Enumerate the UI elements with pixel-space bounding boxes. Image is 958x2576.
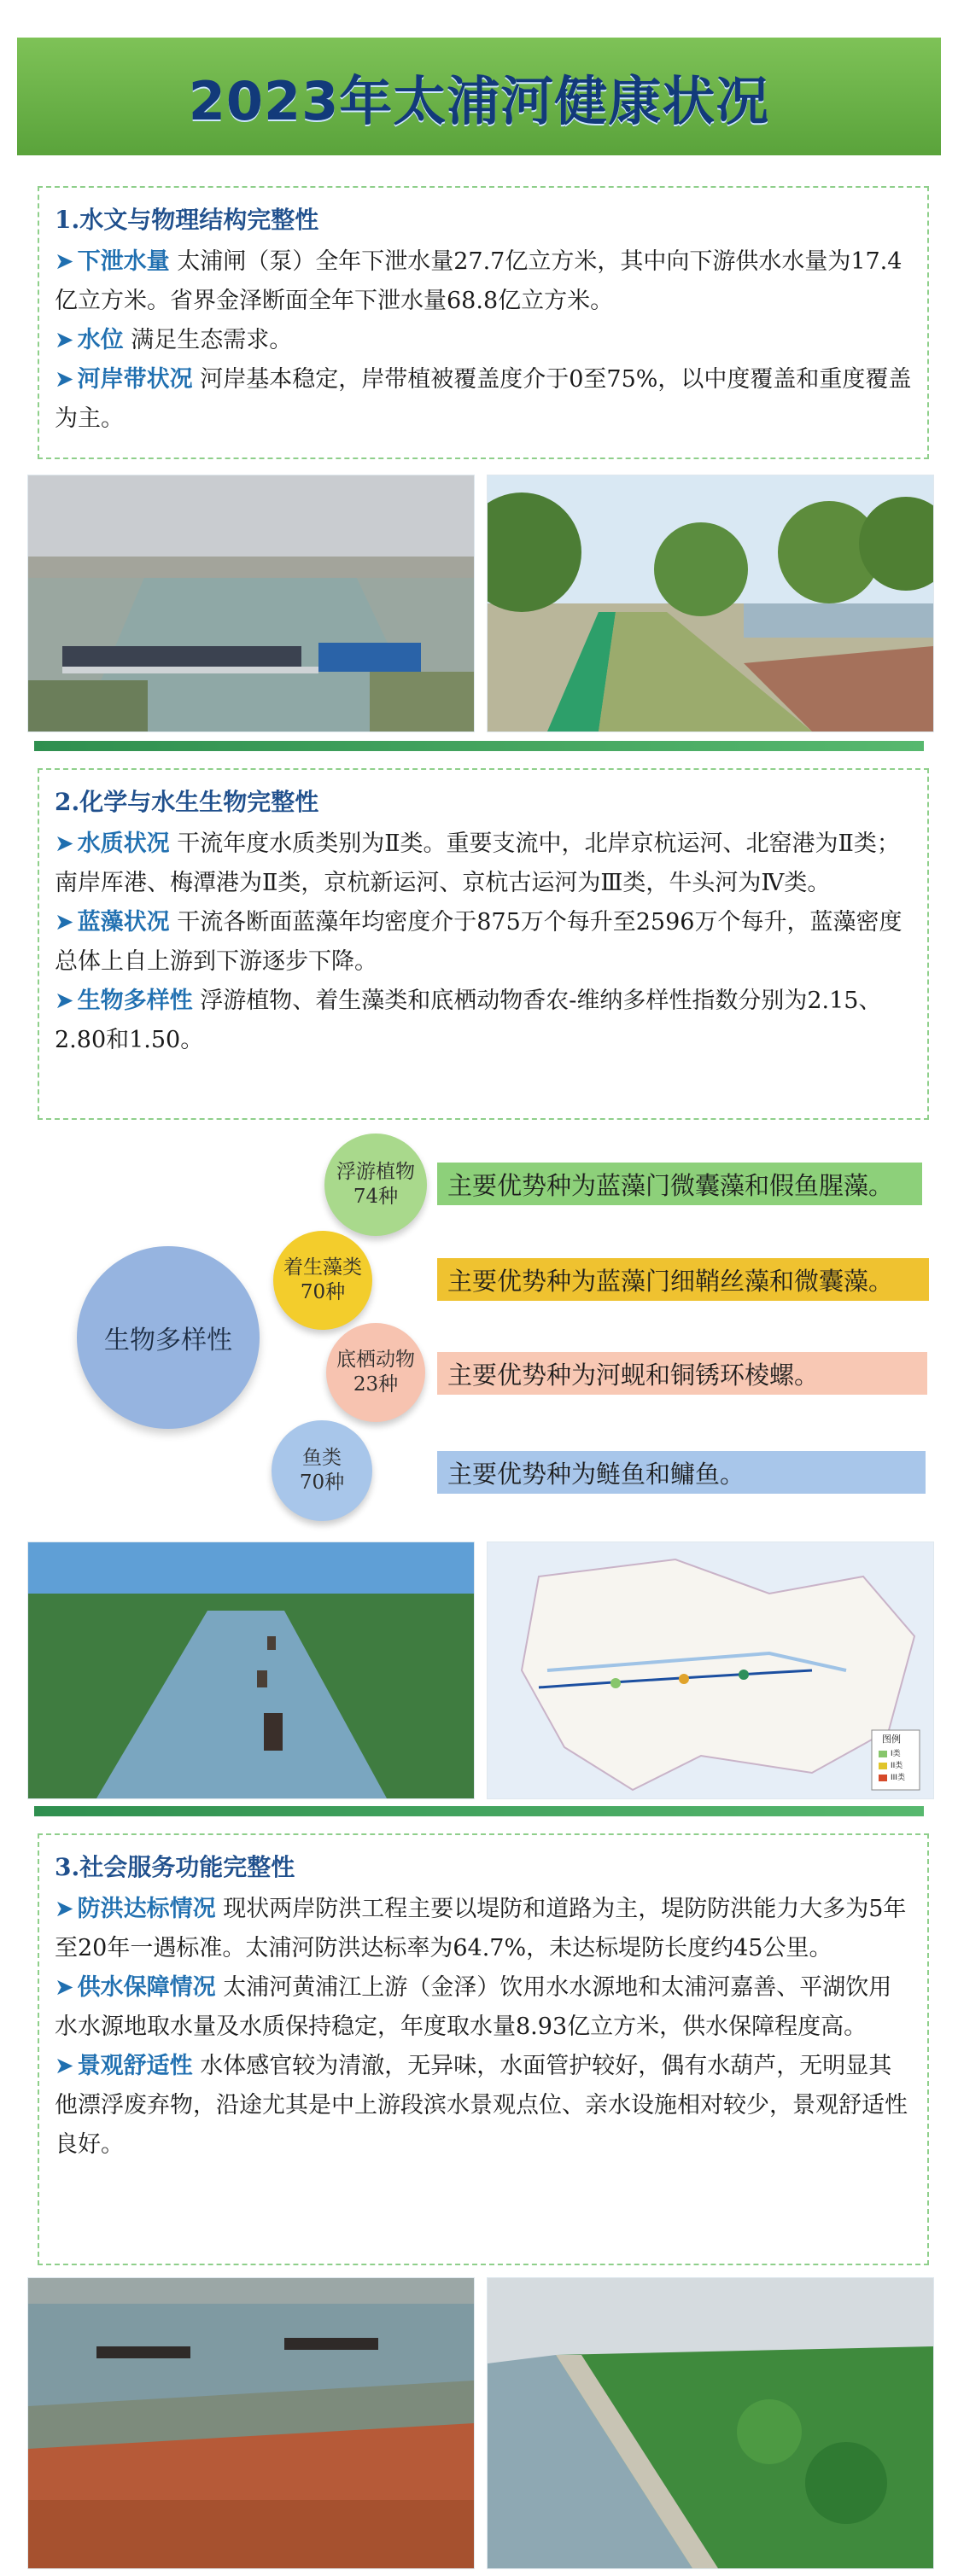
list-item xyxy=(55,903,912,982)
item-text: 太浦闸（泵）全年下泄水量27.7亿立方米，其中向下游供水水量为17.4亿立方米。省界金泽断面全年下泄水量68.8亿立方米。 xyxy=(55,248,903,314)
item-keyword: 下泄水量 xyxy=(77,248,170,275)
item-keyword: 生物多样性 xyxy=(77,988,193,1014)
list-item xyxy=(55,360,912,439)
photo-sluice-gate xyxy=(27,475,475,732)
arrow-icon: ➤ xyxy=(55,2053,74,2079)
section-divider xyxy=(34,741,924,751)
list-item xyxy=(55,1890,912,1968)
group-bar-benthos: 主要优势种为河蚬和铜锈环棱螺。 xyxy=(437,1352,927,1395)
photo-canal-aerial xyxy=(27,1542,475,1799)
group-name: 鱼类 xyxy=(302,1447,342,1469)
section-social-service xyxy=(38,1833,929,2265)
list-item xyxy=(55,242,912,321)
arrow-icon: ➤ xyxy=(55,830,74,857)
section-hydrology xyxy=(38,186,929,459)
group-count: 70种 xyxy=(299,1472,345,1494)
photo-river-greenbelt xyxy=(487,2277,934,2569)
item-keyword: 防洪达标情况 xyxy=(77,1896,216,1922)
item-text: 干流年度水质类别为Ⅱ类。重要支流中，北岸京杭运河、北窑港为Ⅱ类；南岸厍港、梅潭港为Ⅱ类，京杭新运河、京杭古运河为Ⅲ类，牛头河为Ⅳ类。 xyxy=(55,830,900,896)
arrow-icon: ➤ xyxy=(55,909,74,935)
list-item xyxy=(55,1968,912,2047)
section-title: 2.化学与水生生物完整性 xyxy=(55,788,319,816)
photo-riverside-path xyxy=(487,475,934,732)
item-text: 现状两岸防洪工程主要以堤防和道路为主，堤防防洪能力大多为5年至20年一遇标准。太浦河防洪达标率为64.7%，未达标堤防长度约45公里。 xyxy=(55,1896,907,1961)
group-bar-periphyton: 主要优势种为蓝藻门细鞘丝藻和微囊藻。 xyxy=(437,1258,929,1301)
item-keyword: 河岸带状况 xyxy=(77,366,193,393)
page-title: 2023年太浦河健康状况 xyxy=(188,69,770,132)
group-name: 底栖动物 xyxy=(336,1349,415,1371)
map-legend-item: III类 xyxy=(891,1774,905,1782)
item-text: 太浦河黄浦江上游（金泽）饮用水水源地和太浦河嘉善、平湖饮用水水源地取水量及水质保持稳定，年度取水量8.93亿立方米，供水保障程度高。 xyxy=(55,1974,892,2040)
list-item xyxy=(55,2047,912,2165)
arrow-icon: ➤ xyxy=(55,1896,74,1922)
item-keyword: 蓝藻状况 xyxy=(77,909,170,935)
arrow-icon: ➤ xyxy=(55,327,74,353)
item-text: 水体感官较为清澈，无异味，水面管护较好，偶有水葫芦，无明显其他漂浮废弃物，沿途尤其是中上游段滨水景观点位、亲水设施相对较少，景观舒适性良好。 xyxy=(55,2053,908,2158)
item-text: 浮游植物、着生藻类和底栖动物香农-维纳多样性指数分别为2.15、2.80和1.50。 xyxy=(55,988,882,1053)
section-title: 1.水文与物理结构完整性 xyxy=(55,206,319,234)
arrow-icon: ➤ xyxy=(55,366,74,393)
item-keyword: 水质状况 xyxy=(77,830,170,857)
map-legend-title: 图例 xyxy=(882,1734,901,1745)
section-chemistry-biology xyxy=(38,768,929,1120)
arrow-icon: ➤ xyxy=(55,1974,74,2001)
group-circle-periphyton xyxy=(273,1231,372,1330)
photo-barges-autumn xyxy=(27,2277,475,2569)
item-text: 干流各断面蓝藻年均密度介于875万个每升至2596万个每升，蓝藻密度总体上自上游到下游逐步下降。 xyxy=(55,909,903,975)
biodiversity-center-circle: 生物多样性 xyxy=(77,1246,260,1429)
group-bar-phytoplankton: 主要优势种为蓝藻门微囊藻和假鱼腥藻。 xyxy=(437,1163,922,1205)
section-title: 3.社会服务功能完整性 xyxy=(55,1853,295,1881)
arrow-icon: ➤ xyxy=(55,988,74,1014)
group-bar-fish: 主要优势种为鲢鱼和鳙鱼。 xyxy=(437,1451,926,1494)
group-circle-phytoplankton xyxy=(324,1134,427,1236)
group-circle-benthos xyxy=(326,1323,425,1422)
item-text: 河岸基本稳定，岸带植被覆盖度介于0至75%，以中度覆盖和重度覆盖为主。 xyxy=(55,366,912,432)
group-name: 着生藻类 xyxy=(283,1256,362,1279)
list-item xyxy=(55,321,912,360)
section-divider xyxy=(34,1806,924,1816)
map-legend-item: I类 xyxy=(891,1750,901,1758)
item-keyword: 供水保障情况 xyxy=(77,1974,216,2001)
group-count: 70种 xyxy=(300,1281,346,1303)
list-item xyxy=(55,982,912,1060)
arrow-icon: ➤ xyxy=(55,248,74,275)
group-name: 浮游植物 xyxy=(336,1161,415,1183)
item-text: 满足生态需求。 xyxy=(123,327,293,353)
list-item xyxy=(55,825,912,903)
photo-map xyxy=(487,1542,934,1799)
item-keyword: 景观舒适性 xyxy=(77,2053,193,2079)
group-count: 23种 xyxy=(353,1373,399,1396)
group-circle-fish xyxy=(272,1420,372,1521)
item-keyword: 水位 xyxy=(77,327,124,353)
group-count: 74种 xyxy=(353,1186,399,1208)
map-legend-item: II类 xyxy=(891,1762,903,1770)
